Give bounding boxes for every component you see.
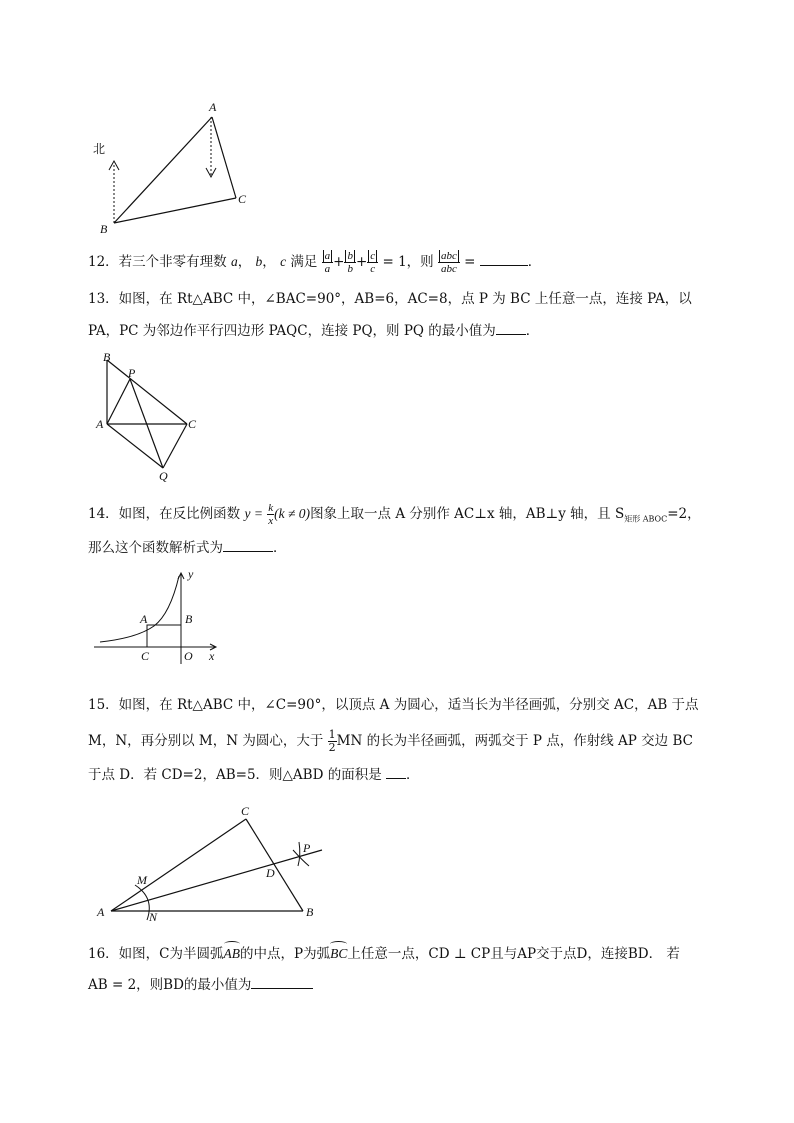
axis-x-label: x (209, 649, 215, 663)
point-a-label: A (209, 100, 217, 114)
point-q-label: Q (159, 469, 168, 483)
point-b-label: B (306, 905, 314, 919)
north-label: 北 (93, 142, 106, 156)
figure-q14 (92, 568, 222, 668)
question-14-line1: 14．如图，在反比例函数 y = $\frac{k}{x}$ (k ≠ 0)图象上取一点 A 分别作 AC⊥x 轴，AB⊥y 轴，且 $S_{矩形 ABOC}=2$， (88, 502, 701, 527)
fraction-k-over-x: $\frac{k}{x}$ (268, 502, 274, 527)
point-m-label: M (137, 873, 147, 887)
answer-blank-15[interactable] (386, 766, 406, 779)
question-14-line2: 那么这个函数解析式为 ． (88, 540, 287, 556)
axis-y-label: y (188, 568, 194, 581)
origin-label: O (184, 649, 193, 663)
arc-ab: AB (224, 944, 241, 964)
point-c-label: C (141, 649, 150, 663)
point-p-label: P (303, 841, 311, 855)
point-a-label: A (140, 612, 148, 626)
figure-q13 (95, 350, 205, 485)
point-p-label: P (128, 366, 136, 380)
point-b-label: B (100, 222, 108, 236)
point-b-label: B (185, 612, 193, 626)
question-16-line2: AB = 2，则BD的最小值为 (88, 975, 313, 995)
fraction-abs-abc: $\frac{\text{abc}}{\text{abc}}$ (438, 250, 460, 275)
question-15-line3: 于点 D．若 CD=2，AB=5．则△ABD 的面积是 ． (88, 767, 420, 783)
fraction-abs-c: $\frac{c}{c}$ (367, 250, 378, 275)
question-15-line2: M，N，再分别以 M，N 为圆心，大于 $\frac{1}{2}$ MN 的长为半径画弧，两弧交于 P 点，作射线 AP 交边 BC (88, 728, 693, 754)
point-b-label: B (103, 350, 111, 364)
figure-q11 (88, 95, 258, 240)
point-c-label: C (188, 417, 197, 431)
point-c-label: C (238, 192, 247, 206)
fraction-abs-b: $\frac{b}{b}$ (344, 250, 356, 275)
answer-blank-13[interactable] (496, 322, 526, 335)
point-a-label: A (96, 417, 104, 431)
point-n-label: N (149, 910, 158, 924)
answer-blank-14[interactable] (223, 539, 273, 552)
answer-blank-12[interactable] (480, 253, 528, 266)
question-15-line1: 15．如图，在 Rt△ABC 中，∠C=90°，以顶点 A 为圆心，适当长为半径画弧，分别交 AC，AB 于点 (88, 697, 699, 713)
figure-q15 (95, 800, 335, 925)
fraction-one-half: $\frac{1}{2}$ (328, 728, 336, 754)
point-d-label: D (266, 866, 275, 880)
point-c-label: C (241, 804, 250, 818)
arc-bc: BC (330, 944, 347, 964)
question-16-line1: 16．如图，C为半圆弧AB的中点，P为弧BC上任意一点，CD ⊥ CP且与AP交于点D，连接BD． 若 (88, 946, 680, 962)
point-a-label: A (97, 905, 105, 919)
fraction-abs-a: $\frac{a}{a}$ (322, 250, 334, 275)
question-12: 12．若三个非零有理数 a， b， c 满足 $\frac{a}{a}$ + $\frac{b}{b}$ + $\frac{c}{c}$ = 1，则 $\frac{\text{abc}}{\text{abc}}$ = ． (88, 250, 542, 275)
question-13-line1: 13．如图，在 Rt△ABC 中，∠BAC=90°，AB=6，AC=8，点 P 为 BC 上任意一点，连接 PA，以 (88, 291, 692, 307)
answer-blank-16[interactable] (251, 976, 313, 989)
question-13-line2: PA，PC 为邻边作平行四边形 PAQC，连接 PQ，则 PQ 的最小值为 ． (88, 323, 540, 339)
